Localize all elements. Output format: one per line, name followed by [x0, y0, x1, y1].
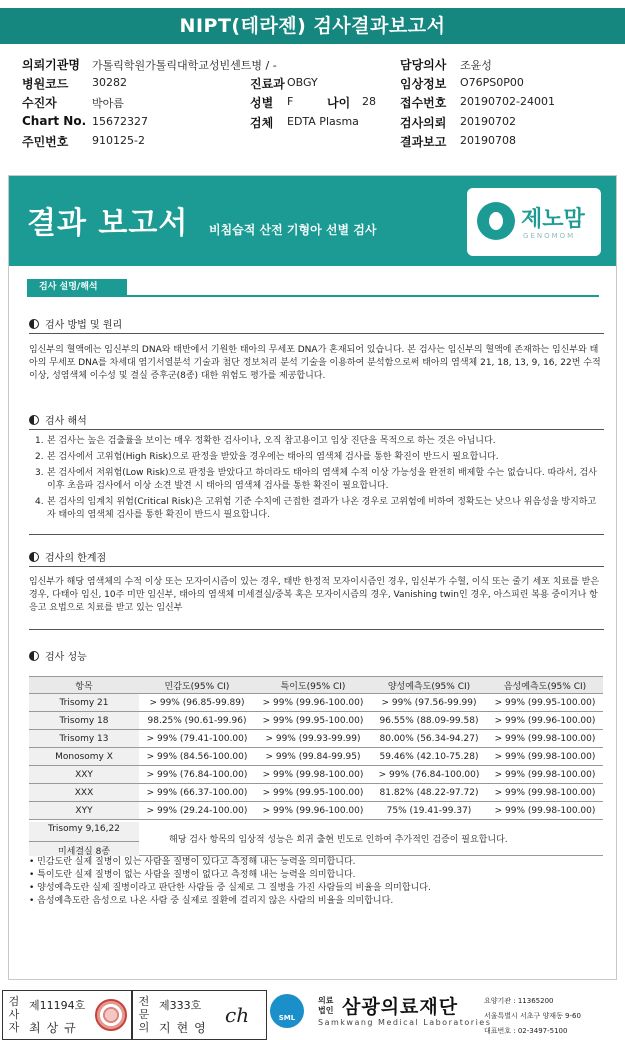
table-cell: > 99% (99.96-100.00): [487, 712, 603, 730]
table-cell: 98.25% (90.61-99.96): [139, 712, 255, 730]
info-label: 검사의뢰: [400, 116, 447, 130]
table-cell: > 99% (76.84-100.00): [139, 766, 255, 784]
info-label: 접수번호: [400, 96, 447, 110]
heading-rule: [29, 333, 604, 334]
genomom-logo: [467, 188, 601, 256]
table-cell: > 99% (99.98-100.00): [487, 748, 603, 766]
half-circle-icon: [29, 552, 39, 562]
stamp-name: 지현영: [159, 1021, 212, 1035]
section-divider: [27, 295, 599, 297]
row-label: Trisomy 18: [29, 712, 139, 730]
half-circle-icon: [29, 319, 39, 329]
contact-phone: 대표번호 : 02-3497-5100: [484, 1027, 568, 1035]
signature-icon: ch: [225, 1003, 250, 1027]
table-cell: > 99% (99.96-100.00): [255, 802, 371, 820]
column-header: 양성예측도(95% CI): [371, 677, 487, 694]
table-row: [29, 694, 603, 712]
note-item: • 특이도란 실제 질병이 없는 사람을 질병이 없다고 측정해 내는 능력을 의미합니다.: [29, 870, 356, 880]
section-rule: [29, 629, 604, 630]
table-cell: > 99% (99.95-100.00): [487, 694, 603, 712]
limits-heading: 검사의 한계점: [29, 549, 106, 564]
table-cell: > 99% (99.84-99.95): [255, 748, 371, 766]
interpretation-list: [35, 435, 600, 522]
column-header: 항목: [29, 677, 139, 694]
table-cell: > 99% (99.98-100.00): [487, 766, 603, 784]
row-label: XXY: [29, 766, 139, 784]
info-label: 검체: [250, 116, 274, 130]
info-value: OBGY: [287, 76, 318, 89]
report-footer: [0, 990, 625, 1040]
table-cell: > 99% (99.98-100.00): [255, 766, 371, 784]
info-value: 박아름: [92, 97, 124, 110]
row-label: XXX: [29, 784, 139, 802]
info-value: 20190708: [460, 134, 516, 147]
examiner-stamp: [2, 990, 132, 1040]
info-value: 20190702-24001: [460, 95, 555, 108]
stamp-role: 전문의: [138, 995, 150, 1034]
list-item: 3. 본 검사에서 저위험(Low Risk)으로 판정을 받았다고 하더라도 태아의 염색체 수적 이상 가능성을 완전히 배제할 수는 없습니다. 따라서, 검사 이후 초음파 검사에서 이상 소견 발견 시 태아의 염색체 검사를 통한 확진이 필요합니다.: [35, 468, 597, 491]
half-circle-icon: [29, 415, 39, 425]
info-label: 병원코드: [22, 77, 69, 91]
merged-label-1: Trisomy 9,16,22: [48, 824, 120, 834]
org-en: Samkwang Medical Laboratories: [318, 1018, 492, 1027]
section-rule: [29, 534, 604, 535]
info-label: 의뢰기관명: [22, 58, 80, 72]
heading-rule: [29, 566, 604, 567]
patient-info: [22, 55, 612, 155]
table-cell: 59.46% (42.10-75.28): [371, 748, 487, 766]
table-row: [29, 784, 603, 802]
table-cell: 81.82% (48.22-97.72): [371, 784, 487, 802]
note-item: • 양성예측도란 실제 질병이라고 판단한 사람들 중 실제로 그 질병을 가진 사람들의 비율을 의미합니다.: [29, 883, 431, 893]
info-label: 수진자: [22, 96, 57, 110]
column-header: 특이도(95% CI): [255, 677, 371, 694]
logo-en: GENOMOM: [523, 232, 576, 240]
half-circle-icon: [29, 651, 39, 661]
column-header: 민감도(95% CI): [139, 677, 255, 694]
genomom-mark-icon: [477, 202, 515, 240]
info-value: 28: [362, 95, 376, 108]
table-row: [29, 748, 603, 766]
org-type: 의료 법인: [318, 996, 334, 1015]
table-cell: > 99% (84.56-100.00): [139, 748, 255, 766]
stamp-name: 최상규: [29, 1021, 82, 1035]
info-value: 가톨릭학원가톨릭대학교성빈센트병 / -: [92, 59, 277, 72]
info-value: EDTA Plasma: [287, 115, 359, 128]
table-cell: > 99% (29.24-100.00): [139, 802, 255, 820]
list-item: 1. 본 검사는 높은 검출률을 보이는 매우 정확한 검사이나, 오직 참고용이고 임상 진단을 목적으로 하는 것은 아닙니다.: [35, 436, 496, 446]
info-label: 임상정보: [400, 77, 447, 91]
method-text: 임신부의 혈액에는 임신부의 DNA와 태반에서 기원한 태아의 무세포 DNA가 혼재되어 있습니다. 본 검사는 임신부의 혈액에 존재하는 임신부와 태아의 무세포 DNA를 차세대 염기서열분석 기술과 첨단 정보처리 분석 기술을 이용하여 분석함으로써 태아의 염색체 21, 18, 13, 9, 16, 22번 수적 이상, 성염색체 이수성 및 결실 증후군(8종) 대한 위험도 평가를 제공합니다.: [29, 345, 601, 381]
stamp-number: 제333호: [159, 999, 202, 1012]
row-label: Monosomy X: [29, 748, 139, 766]
info-label: 담당의사: [400, 58, 447, 72]
table-row: [29, 712, 603, 730]
row-label: Trisomy 21: [29, 694, 139, 712]
table-cell: > 99% (99.95-100.00): [255, 712, 371, 730]
contact-address: 서울특별시 서초구 양재동 9-60: [484, 1012, 581, 1020]
info-label: 성별: [250, 96, 274, 110]
row-label: XYY: [29, 802, 139, 820]
seal-icon: [95, 999, 127, 1031]
hero-title: 결과 보고서: [27, 206, 189, 241]
table-cell: > 99% (99.98-100.00): [487, 730, 603, 748]
stamp-number: 제11194호: [29, 999, 86, 1012]
hero-subtitle: 비침습적 산전 기형아 선별 검사: [209, 223, 377, 237]
table-header-row: [29, 677, 603, 694]
info-value: 30282: [92, 76, 127, 89]
info-label: Chart No.: [22, 114, 87, 128]
heading-rule: [29, 429, 604, 430]
info-label: 진료과: [250, 77, 285, 91]
table-row: [29, 766, 603, 784]
report-hero: [9, 176, 616, 266]
merged-label-2: 미세결실 8종: [29, 841, 139, 857]
table-cell: 96.55% (88.09-99.58): [371, 712, 487, 730]
note-item: • 민감도란 실제 질병이 있는 사람을 질병이 있다고 측정해 내는 능력을 의미합니다.: [29, 857, 356, 867]
table-cell: > 99% (79.41-100.00): [139, 730, 255, 748]
info-value: 910125-2: [92, 134, 145, 147]
table-cell: > 99% (99.98-100.00): [487, 802, 603, 820]
section-tab: 검사 설명/해석: [27, 279, 127, 296]
column-header: 음성예측도(95% CI): [487, 677, 603, 694]
contact-code: 요양기관 : 11365200: [484, 997, 554, 1005]
sml-logo-icon: SML: [270, 994, 304, 1028]
info-label: 주민번호: [22, 135, 69, 149]
merged-row: [29, 822, 603, 856]
info-value: 조윤성: [460, 59, 492, 72]
report-title: NIPT(테라젠) 검사결과보고서: [0, 8, 625, 44]
doctor-stamp: [132, 990, 267, 1040]
table-cell: > 99% (97.56-99.99): [371, 694, 487, 712]
performance-heading: 검사 성능: [29, 648, 87, 663]
limits-text: 임신부가 해당 염색체의 수적 이상 또는 모자이시즘이 있는 경우, 태반 한정적 모자이시즘인 경우, 임신부가 수혈, 이식 또는 줄기 세포 치료를 받은 경우, 다태아 임신, 10주 미만 임신부, 태아의 염색체 미세결실/중복 혹은 모자이시즘의 경우, Vanishing twin인 경우, 아스피린 복용 중이거나 항 응고 요법으로 치료를 받고 있는 임신부: [29, 577, 600, 613]
table-cell: > 99% (96.85-99.89): [139, 694, 255, 712]
interpretation-heading: 검사 해석: [29, 412, 87, 427]
table-cell: > 99% (99.93-99.99): [255, 730, 371, 748]
table-cell: > 99% (99.95-100.00): [255, 784, 371, 802]
merged-note: 해당 검사 항목의 임상적 성능은 희귀 출현 빈도로 인하여 추가적인 검증이 필요합니다.: [169, 835, 508, 845]
table-cell: > 99% (76.84-100.00): [371, 766, 487, 784]
table-row: [29, 730, 603, 748]
table-cell: > 99% (66.37-100.00): [139, 784, 255, 802]
merged-label: [29, 822, 139, 856]
table-cell: 75% (19.41-99.37): [371, 802, 487, 820]
definition-notes: [29, 856, 599, 908]
info-value: F: [287, 95, 294, 108]
list-item: 4. 본 검사의 임계치 위험(Critical Risk)은 고위험 기준 수치에 근접한 결과가 나온 경우로 고위험에 비하여 정확도는 낮으나 위음성을 방지하고자 태아의 염색체 검사를 통한 확진이 반드시 필요합니다.: [35, 497, 597, 520]
table-row: [29, 802, 603, 820]
list-item: 2. 본 검사에서 고위험(High Risk)으로 판정을 받았을 경우에는 태아의 염색체 검사를 통한 확진이 반드시 필요합니다.: [35, 452, 499, 462]
table-cell: > 99% (99.98-100.00): [487, 784, 603, 802]
org-name: 삼광의료재단: [342, 996, 459, 1018]
performance-table: [29, 676, 603, 820]
row-label: Trisomy 13: [29, 730, 139, 748]
info-value: 20190702: [460, 115, 516, 128]
info-label: 결과보고: [400, 135, 447, 149]
logo-text: 제노맘: [521, 207, 585, 232]
info-value: 15672327: [92, 115, 148, 128]
method-heading: 검사 방법 및 원리: [29, 316, 122, 331]
stamp-role: 검사자: [8, 995, 20, 1034]
table-cell: > 99% (99.96-100.00): [255, 694, 371, 712]
note-item: • 음성예측도란 음성으로 나온 사람 중 실제로 질환에 걸리지 않은 사람의 비율을 의미합니다.: [29, 896, 394, 906]
info-value: O76PS0P00: [460, 76, 524, 89]
table-cell: 80.00% (56.34-94.27): [371, 730, 487, 748]
report-card: [8, 175, 617, 980]
info-label: 나이: [327, 96, 351, 110]
